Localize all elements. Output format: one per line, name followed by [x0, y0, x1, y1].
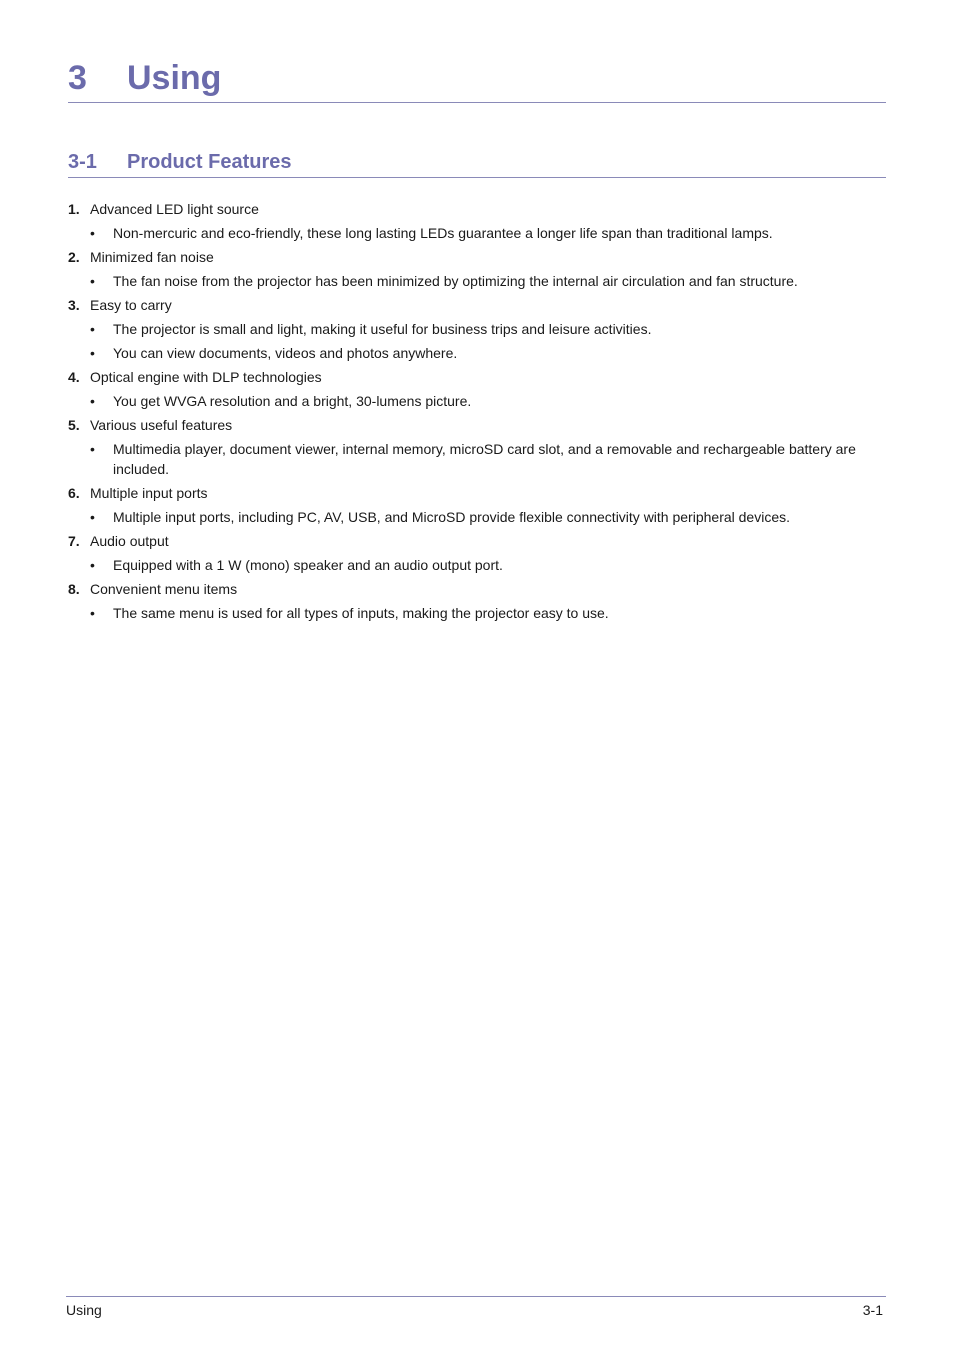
- feature-bullet-list: [90, 391, 886, 411]
- bullet-icon: •: [90, 345, 95, 361]
- feature-bullet-list: [90, 439, 886, 479]
- bullet-icon: •: [90, 225, 95, 241]
- feature-item: [68, 531, 886, 575]
- feature-number: 7.: [68, 533, 80, 549]
- bullet-item: [90, 319, 886, 339]
- feature-item: [68, 295, 886, 363]
- bullet-text: Equipped with a 1 W (mono) speaker and an audio output port.: [113, 557, 503, 573]
- feature-bullet-list: [90, 507, 886, 527]
- footer-chapter-name: Using: [66, 1302, 102, 1318]
- bullet-text: You can view documents, videos and photos anywhere.: [113, 345, 458, 361]
- feature-number: 6.: [68, 485, 80, 501]
- feature-item: [68, 483, 886, 527]
- bullet-icon: •: [90, 273, 95, 289]
- feature-number: 8.: [68, 581, 80, 597]
- feature-number: 3.: [68, 297, 80, 313]
- chapter-number: 3: [68, 59, 87, 97]
- feature-title: Minimized fan noise: [90, 249, 214, 265]
- feature-bullet-list: [90, 271, 886, 291]
- bullet-item: [90, 391, 886, 411]
- bullet-item: [90, 271, 886, 291]
- feature-bullet-list: [90, 319, 886, 363]
- feature-title: Audio output: [90, 533, 169, 549]
- bullet-text: The same menu is used for all types of inputs, making the projector easy to use.: [113, 605, 609, 621]
- bullet-icon: •: [90, 605, 95, 621]
- feature-list: [68, 199, 886, 627]
- section-heading: [68, 148, 886, 178]
- bullet-text: Multimedia player, document viewer, internal memory, microSD card slot, and a removable and rechargeable battery are included.: [113, 441, 856, 477]
- bullet-icon: •: [90, 557, 95, 573]
- feature-number: 5.: [68, 417, 80, 433]
- feature-bullet-list: [90, 555, 886, 575]
- feature-bullet-list: [90, 603, 886, 623]
- bullet-icon: •: [90, 441, 95, 457]
- bullet-text: The fan noise from the projector has been minimized by optimizing the internal air circulation and fan structure.: [113, 273, 798, 289]
- feature-number: 4.: [68, 369, 80, 385]
- chapter-heading: [68, 56, 886, 103]
- feature-title: Advanced LED light source: [90, 201, 259, 217]
- feature-item: [68, 415, 886, 479]
- bullet-icon: •: [90, 321, 95, 337]
- footer-page-number: 3-1: [862, 1302, 883, 1318]
- feature-title: Multiple input ports: [90, 485, 208, 501]
- feature-title: Easy to carry: [90, 297, 172, 313]
- bullet-text: Multiple input ports, including PC, AV, USB, and MicroSD provide flexible connectivity with peripheral devices.: [113, 509, 790, 525]
- feature-number: 1.: [68, 201, 80, 217]
- bullet-text: Non-mercuric and eco-friendly, these long lasting LEDs guarantee a longer life span than traditional lamps.: [113, 225, 773, 241]
- section-number: 3-1: [68, 151, 97, 173]
- bullet-item: [90, 555, 886, 575]
- feature-title: Various useful features: [90, 417, 233, 433]
- feature-item: [68, 367, 886, 411]
- feature-item: [68, 247, 886, 291]
- chapter-title: Using: [127, 59, 222, 97]
- feature-item: [68, 579, 886, 623]
- feature-item: [68, 199, 886, 243]
- feature-title: Convenient menu items: [90, 581, 238, 597]
- bullet-item: [90, 343, 886, 363]
- section-title: Product Features: [127, 151, 292, 173]
- feature-number: 2.: [68, 249, 80, 265]
- bullet-text: You get WVGA resolution and a bright, 30-lumens picture.: [113, 393, 472, 409]
- bullet-item: [90, 603, 886, 623]
- bullet-item: [90, 507, 886, 527]
- bullet-item: [90, 223, 886, 243]
- bullet-item: [90, 439, 886, 479]
- bullet-text: The projector is small and light, making it useful for business trips and leisure activities.: [113, 321, 652, 337]
- feature-title: Optical engine with DLP technologies: [90, 369, 322, 385]
- feature-bullet-list: [90, 223, 886, 243]
- page-footer: [66, 1296, 886, 1319]
- bullet-icon: •: [90, 393, 95, 409]
- bullet-icon: •: [90, 509, 95, 525]
